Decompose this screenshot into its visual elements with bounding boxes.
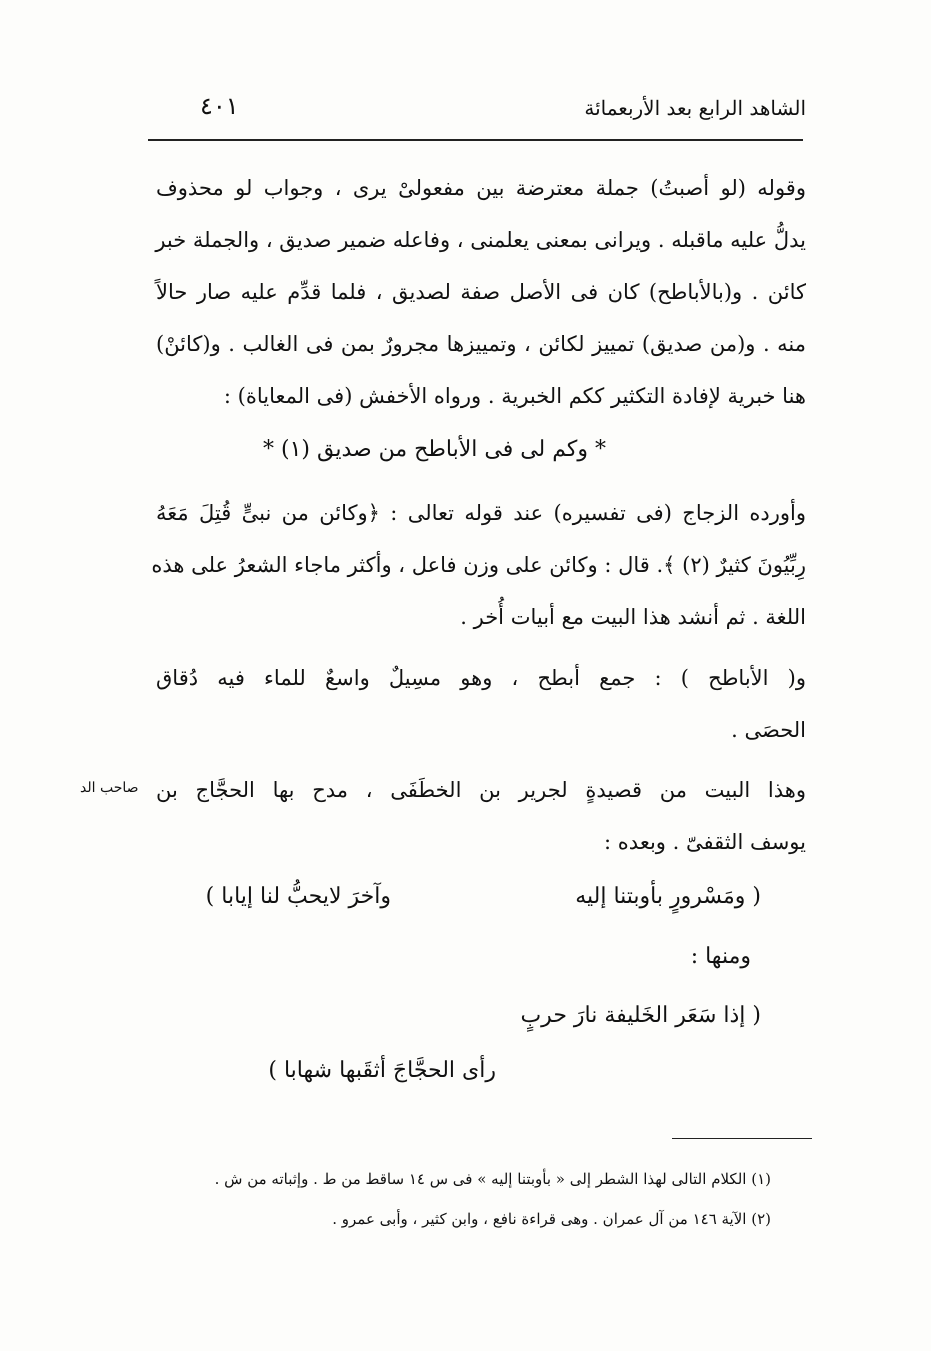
text-line: كائن . و(بالأباطح) كان فى الأصل صفة لصديق ، فلما قدِّم عليه صار حالاً bbox=[156, 280, 806, 304]
text-line: اللغة . ثم أنشد هذا البيت مع أبيات أُخر . bbox=[460, 605, 806, 629]
text-line: يدلُّ عليه ماقبله . ويرانى بمعنى يعلمنى ، وفاعله ضمير صديق ، والجملة خبر bbox=[155, 228, 806, 252]
minha-label: ومنها : bbox=[690, 944, 751, 969]
footnote-divider bbox=[672, 1138, 812, 1139]
verse-1-first-hemistich: ( ومَسْرورٍ بأوبتنا إليه bbox=[575, 884, 761, 909]
footnote-1: (١) الكلام التالى لهذا الشطر إلى « بأوبتنا إليه » فى س ١٤ ساقط من ط . وإثباته من ش . bbox=[214, 1170, 771, 1188]
header-divider bbox=[148, 139, 803, 141]
text-line: هنا خبرية لإفادة التكثير ككم الخبرية . ورواه الأخفش (فى المعاياة) : bbox=[223, 384, 806, 408]
verse-2-first-hemistich: ( إذا سَعَر الخَليفة نارَ حربٍ bbox=[520, 1003, 761, 1028]
paragraph-1 bbox=[156, 162, 806, 422]
text-line: رِبِّيُونَ كثيرٌ (٢) ﴾. قال : وكائن على وزن فاعل ، وأكثر ماجاء الشعرُ على هذه bbox=[151, 553, 806, 577]
running-header: الشاهد الرابع بعد الأربعمائة bbox=[584, 96, 806, 120]
verse-1-second-hemistich: وآخرَ لايحبُّ لنا إيابا ) bbox=[205, 884, 391, 909]
margin-note: صاحب الد bbox=[80, 780, 139, 796]
text-line: الحصَى . bbox=[731, 718, 806, 742]
verse-2-second-hemistich: رأى الحجَّاجَ أثقَبها شهابا ) bbox=[268, 1058, 496, 1083]
footnote-2: (٢) الآية ١٤٦ من آل عمران . وهى قراءة نافع ، وابن كثير ، وأبى عمرو . bbox=[332, 1210, 771, 1228]
page-number: ٤٠١ bbox=[200, 92, 239, 120]
text-line: وقوله (لو أصبتُ) جملة معترضة بين مفعولىْ يرى ، وجواب لو محذوف bbox=[156, 176, 806, 200]
paragraph-3 bbox=[156, 652, 806, 756]
text-line: و( الأباطح ) : جمع أبطح ، وهو مسِيلٌ واسعٌ للماء فيه دُقاق bbox=[156, 666, 806, 690]
quoted-hemistich: * وكم لى فى الأباطح من صديق (١) * bbox=[262, 437, 606, 462]
paragraph-4 bbox=[156, 764, 806, 868]
text-line: وأورده الزجاج (فى تفسيره) عند قوله تعالى : ﴿وكائن من نبىٍّ قُتِلَ مَعَهُ bbox=[156, 501, 806, 525]
text-line: منه . و(من صديق) تمييز لكائن ، وتمييزها مجرورٌ بمن فى الغالب . و(كائنْ) bbox=[156, 332, 806, 356]
text-line: وهذا البيت من قصيدةٍ لجرير بن الخطَفَى ، مدح بها الحجَّاج بن bbox=[156, 778, 806, 802]
text-line: يوسف الثقفىّ . وبعده : bbox=[604, 830, 806, 854]
paragraph-2 bbox=[151, 487, 806, 643]
